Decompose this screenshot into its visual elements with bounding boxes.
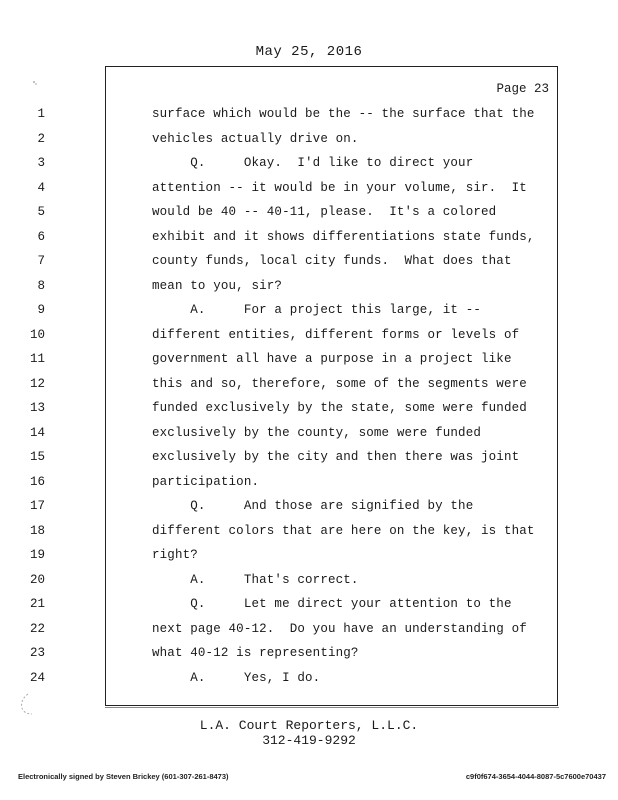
line-number: 23: [29, 646, 45, 660]
transcript-line: [37, 275, 557, 300]
transcript-line: [37, 103, 557, 128]
line-number: 2: [37, 131, 45, 146]
line-number: 20: [29, 572, 45, 587]
line-text: A. That's correct.: [152, 572, 359, 587]
transcript-line: [29, 618, 557, 643]
court-reporter-name: L.A. Court Reporters, L.L.C.: [199, 718, 419, 733]
line-number: 3: [37, 156, 45, 170]
transcript-line: [29, 495, 557, 520]
line-number: 7: [37, 254, 45, 268]
line-text: exclusively by the city and then there was joint: [152, 450, 520, 464]
transcript-line: [29, 471, 557, 496]
document-hash: c9f0f674-3654-4044-8087-5c7600e70437: [465, 772, 606, 781]
transcript-page-frame: [29, 66, 558, 706]
line-number: 19: [29, 548, 45, 562]
frame-shadow-divider: [105, 707, 559, 708]
transcript-line: [29, 642, 557, 667]
line-number: 17: [29, 499, 45, 513]
transcript-line: [29, 520, 557, 545]
line-number: 15: [29, 450, 45, 464]
line-number: 4: [37, 180, 45, 195]
line-text: this and so, therefore, some of the segments were: [152, 376, 527, 391]
line-text: exclusively by the county, some were funded: [152, 425, 482, 440]
line-number: 1: [37, 107, 45, 121]
line-number: 24: [29, 670, 45, 685]
scan-bracket-mark: [18, 692, 40, 716]
line-number: 9: [37, 303, 45, 317]
line-text: next page 40-12. Do you have an understanding of: [152, 621, 527, 636]
line-text: exhibit and it shows differentiations state funds,: [152, 229, 535, 244]
line-number: 22: [29, 621, 45, 636]
transcript-line: [29, 446, 557, 471]
page-number: Page 23: [496, 82, 549, 96]
transcript-line: [37, 201, 557, 226]
line-text: attention -- it would be in your volume, sir. It: [152, 180, 527, 195]
transcript-line: [37, 250, 557, 275]
transcript-line: [29, 593, 557, 618]
line-text: participation.: [152, 474, 260, 489]
line-text: what 40-12 is representing?: [152, 646, 359, 660]
line-number: 13: [29, 401, 45, 415]
line-number: 21: [29, 597, 45, 611]
line-text: Q. And those are signified by the: [152, 499, 474, 513]
line-text: government all have a purpose in a project like: [152, 352, 512, 366]
line-number: 14: [29, 425, 45, 440]
line-text: right?: [152, 548, 198, 562]
line-text: A. For a project this large, it --: [152, 303, 482, 317]
line-text: mean to you, sir?: [152, 278, 283, 293]
line-text: Q. Okay. I'd like to direct your: [152, 156, 474, 170]
line-number: 10: [29, 327, 45, 342]
line-number: 11: [29, 352, 45, 366]
line-text: surface which would be the -- the surface that the: [152, 107, 535, 121]
transcript-line: [37, 152, 557, 177]
transcript-date: May 25, 2016: [255, 44, 363, 60]
scan-speck: [32, 80, 38, 86]
line-number: 16: [29, 474, 45, 489]
electronic-signature: Electronically signed by Steven Brickey (601-307-261-8473): [18, 772, 229, 781]
transcript-line: [29, 397, 557, 422]
transcript-line: [37, 226, 557, 251]
transcript-line: [29, 348, 557, 373]
line-number: 18: [29, 523, 45, 538]
line-number: 12: [29, 376, 45, 391]
transcript-line: [29, 422, 557, 447]
transcript-line: [37, 177, 557, 202]
transcript-lines: [29, 103, 557, 691]
transcript-line: [29, 324, 557, 349]
line-text: A. Yes, I do.: [152, 670, 321, 685]
transcript-line: [37, 128, 557, 153]
court-reporter-phone: 312-419-9292: [262, 733, 356, 748]
line-number: 8: [37, 278, 45, 293]
line-text: would be 40 -- 40-11, please. It's a colored: [152, 205, 497, 219]
line-text: vehicles actually drive on.: [152, 131, 359, 146]
line-text: different colors that are here on the key, is that: [152, 523, 535, 538]
line-text: funded exclusively by the state, some were funded: [152, 401, 527, 415]
transcript-line: [37, 299, 557, 324]
line-number: 6: [37, 229, 45, 244]
line-number: 5: [37, 205, 45, 219]
transcript-line: [29, 667, 557, 692]
line-text: county funds, local city funds. What does that: [152, 254, 512, 268]
line-text: Q. Let me direct your attention to the: [152, 597, 512, 611]
transcript-line: [29, 373, 557, 398]
transcript-line: [29, 569, 557, 594]
transcript-line: [29, 544, 557, 569]
line-text: different entities, different forms or levels of: [152, 327, 520, 342]
